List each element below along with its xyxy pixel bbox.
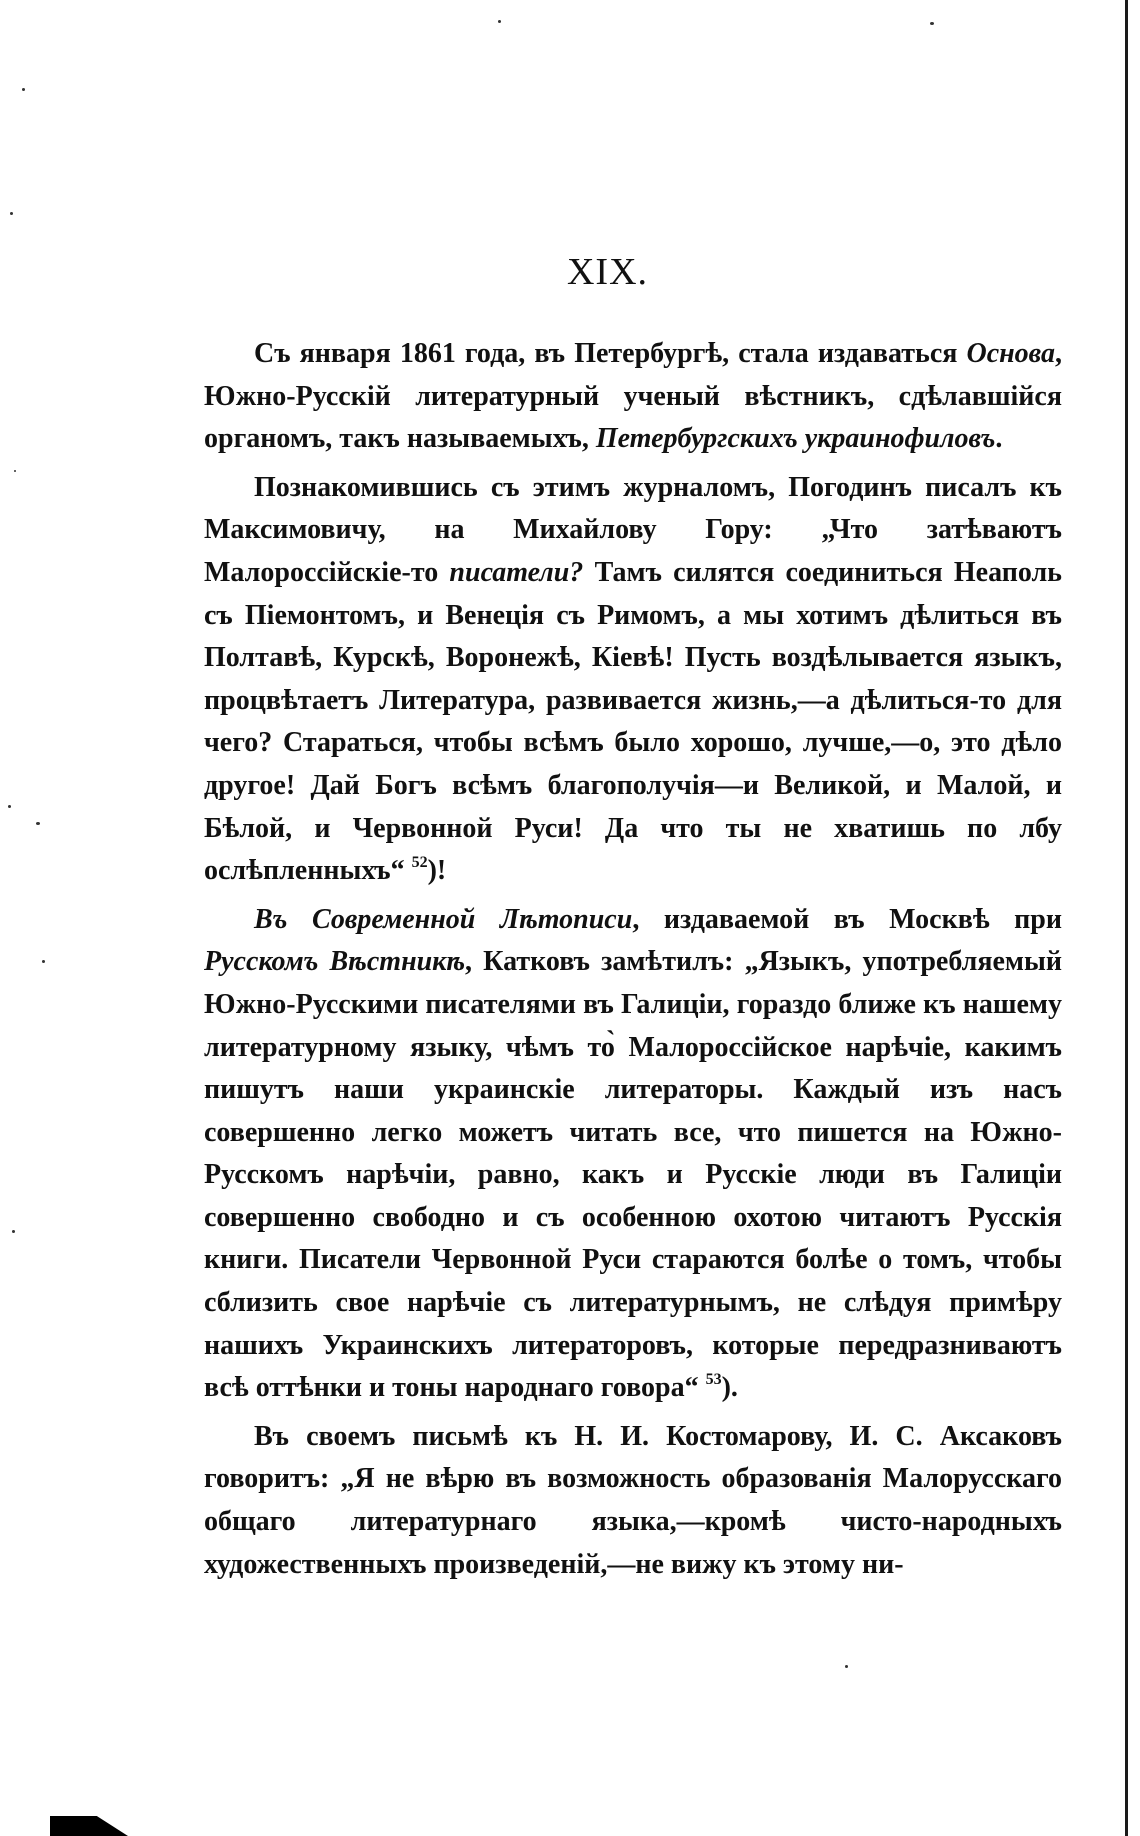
italic-text: Русскомъ Вѣстникѣ xyxy=(204,946,466,978)
scan-corner-mark xyxy=(50,1816,128,1836)
scan-speck xyxy=(42,960,45,963)
scan-speck xyxy=(10,212,13,215)
italic-text: Основа xyxy=(966,338,1055,369)
paragraph xyxy=(204,333,1062,461)
text-run: Познакомившись съ этимъ журналомъ, Погодинъ писалъ къ Максимовичу, на Михайлову Гору: „Что затѣваютъ Малороссійскіе-то xyxy=(204,471,1062,588)
footnote-ref: 52 xyxy=(411,854,428,872)
text-run: , издаваемой въ Москвѣ при xyxy=(632,903,1062,935)
text-run: )! xyxy=(427,855,447,887)
scan-speck xyxy=(498,20,501,23)
text-run: Въ своемъ письмѣ къ Н. И. Костомарову, И. С. Аксаковъ говоритъ: „Я не вѣрю въ возможность образованія Малорусскаго общаго литературнаго языка,—кромѣ чисто-народныхъ художественныхъ произведеній,—не вижу къ этому ни- xyxy=(204,1420,1062,1580)
scan-speck xyxy=(36,822,40,825)
italic-text: писатели? xyxy=(449,556,584,588)
scan-speck xyxy=(14,470,16,472)
text-run: Съ января 1861 года, въ Петербургѣ, стала издаваться xyxy=(254,338,967,369)
body-text xyxy=(204,333,1062,1586)
text-run: , Южно-Русскій литературный ученый вѣстникъ, сдѣлавшійся органомъ, такъ называемыхъ, xyxy=(204,338,1062,455)
italic-text: Петербургскихъ украинофиловъ xyxy=(595,423,996,455)
footnote-ref: 53 xyxy=(705,1371,722,1389)
text-run: ). xyxy=(721,1372,738,1404)
paragraph xyxy=(204,899,1062,1410)
paragraph xyxy=(204,467,1062,893)
text-run: , Катковъ замѣтилъ: „Языкъ, употребляемый Южно-Русскими писателями въ Галиціи, гораздо ближе къ нашему литературному языку, чѣмъ то̀ Малороссійское нарѣчіе, какимъ пишутъ наши украинскіе литераторы. Каждый изъ насъ совершенно легко можетъ читать все, что пишется на Южно-Русскомъ нарѣчіи, равно, какъ и Русскіе люди въ Галиціи совершенно свободно и съ особенною охотою читаютъ Русскія книги. Писатели Червонной Руси стараются болѣе о томъ, чтобы сблизить свое нарѣчіе съ литературнымъ, не слѣдуя примѣру нашихъ Украинскихъ литераторовъ, которые передразниваютъ всѣ оттѣнки и тоны народнаго говора“ xyxy=(204,946,1062,1404)
scan-speck xyxy=(12,1230,15,1233)
text-run: . xyxy=(995,423,1003,455)
scan-speck xyxy=(930,22,934,25)
paragraph xyxy=(204,1416,1062,1586)
chapter-heading: XIX. xyxy=(566,251,649,293)
scan-speck xyxy=(8,805,11,808)
italic-text: Въ Современной Лѣтописи xyxy=(254,903,633,935)
scan-speck xyxy=(845,1665,848,1668)
text-run: Тамъ силятся соединиться Неаполь съ Піемонтомъ, и Венеція съ Римомъ, а мы хотимъ дѣлиться въ Полтавѣ, Курскѣ, Воронежѣ, Кіевѣ! Пусть воздѣлывается языкъ, процвѣтаетъ Литература, развивается жизнь,—а дѣлиться-то для чего? Стараться, чтобы всѣмъ было хорошо, лучше,—о, это дѣло другое! Дай Богъ всѣмъ благополучія—и Великой, и Малой, и Бѣлой, и Червонной Руси! Да что ты не хватишь по лбу ослѣпленныхъ“ xyxy=(204,556,1062,887)
scan-speck xyxy=(22,88,25,91)
